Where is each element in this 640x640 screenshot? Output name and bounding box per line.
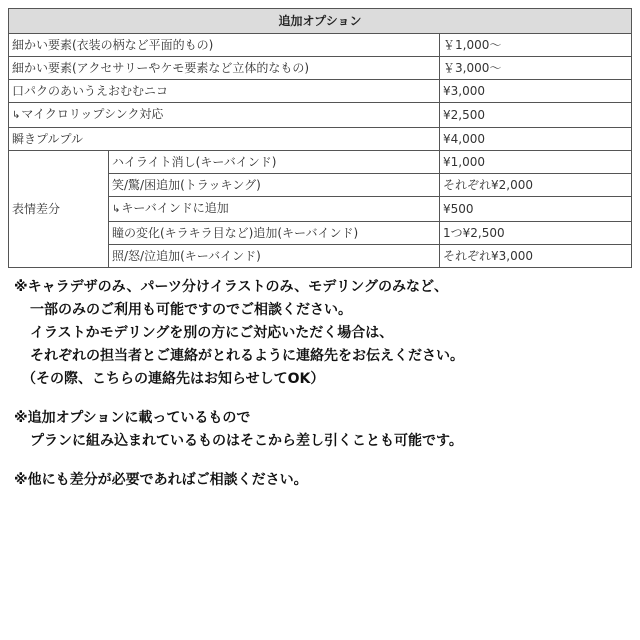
note-line: ※追加オプションに載っているもので xyxy=(14,410,251,426)
note-line: 一部のみのご利用も可能ですのでご相談ください。 xyxy=(30,302,352,318)
table-row xyxy=(9,151,632,174)
option-price: それぞれ¥2,000 xyxy=(440,174,632,197)
option-name: 口パクのあいうえおむむニコ xyxy=(9,80,440,103)
option-name: 細かい要素(アクセサリーやケモ要素など立体的なもの) xyxy=(9,57,440,80)
option-name: 照/怒/泣追加(キーバインド) xyxy=(109,245,440,268)
option-price: ¥1,000 xyxy=(440,151,632,174)
option-name: キーバインドに追加 xyxy=(121,201,229,215)
option-price: ¥4,000 xyxy=(440,128,632,151)
table-row xyxy=(9,57,632,80)
option-price: それぞれ¥3,000 xyxy=(440,245,632,268)
table-row xyxy=(9,34,632,57)
note-line: ※他にも差分が必要であればご相談ください。 xyxy=(14,472,308,488)
table-row xyxy=(9,80,632,103)
option-name: 笑/驚/困追加(トラッキング) xyxy=(109,174,440,197)
option-name: ハイライト消し(キーバインド) xyxy=(109,151,440,174)
option-name-cell xyxy=(109,197,440,222)
note-line: イラストかモデリングを別の方にご対応いただく場合は、 xyxy=(30,325,394,341)
option-name: 細かい要素(衣装の柄など平面的もの) xyxy=(9,34,440,57)
option-name: 瞬きプルプル xyxy=(9,128,440,151)
option-price: ￥3,000～ xyxy=(440,57,632,80)
group-label: 表情差分 xyxy=(9,151,109,268)
note-line: それぞれの担当者とご連絡がとれるように連絡先をお伝えください。 xyxy=(30,348,464,364)
notes-section xyxy=(14,276,626,492)
table-header: 追加オプション xyxy=(9,9,632,34)
sub-arrow-icon: ↳ xyxy=(112,204,121,215)
note-line: （その際、こちらの連絡先はお知らせしてOK） xyxy=(22,371,325,387)
option-name: マイクロリップシンク対応 xyxy=(21,107,164,121)
sub-arrow-icon: ↳ xyxy=(12,110,21,121)
option-name: 瞳の変化(キラキラ目など)追加(キーバインド) xyxy=(109,222,440,245)
note-line: プランに組み込まれているものはそこから差し引くことも可能です。 xyxy=(30,433,463,449)
option-price: ¥500 xyxy=(440,197,632,222)
option-price: ¥3,000 xyxy=(440,80,632,103)
option-price: ¥2,500 xyxy=(440,103,632,128)
table-row xyxy=(9,128,632,151)
option-price: 1つ¥2,500 xyxy=(440,222,632,245)
option-price: ￥1,000～ xyxy=(440,34,632,57)
options-table xyxy=(8,8,632,268)
option-name-cell xyxy=(9,103,440,128)
note-line: ※キャラデザのみ、パーツ分けイラストのみ、モデリングのみなど、 xyxy=(14,279,449,295)
table-header-row xyxy=(9,9,632,34)
table-row xyxy=(9,103,632,128)
